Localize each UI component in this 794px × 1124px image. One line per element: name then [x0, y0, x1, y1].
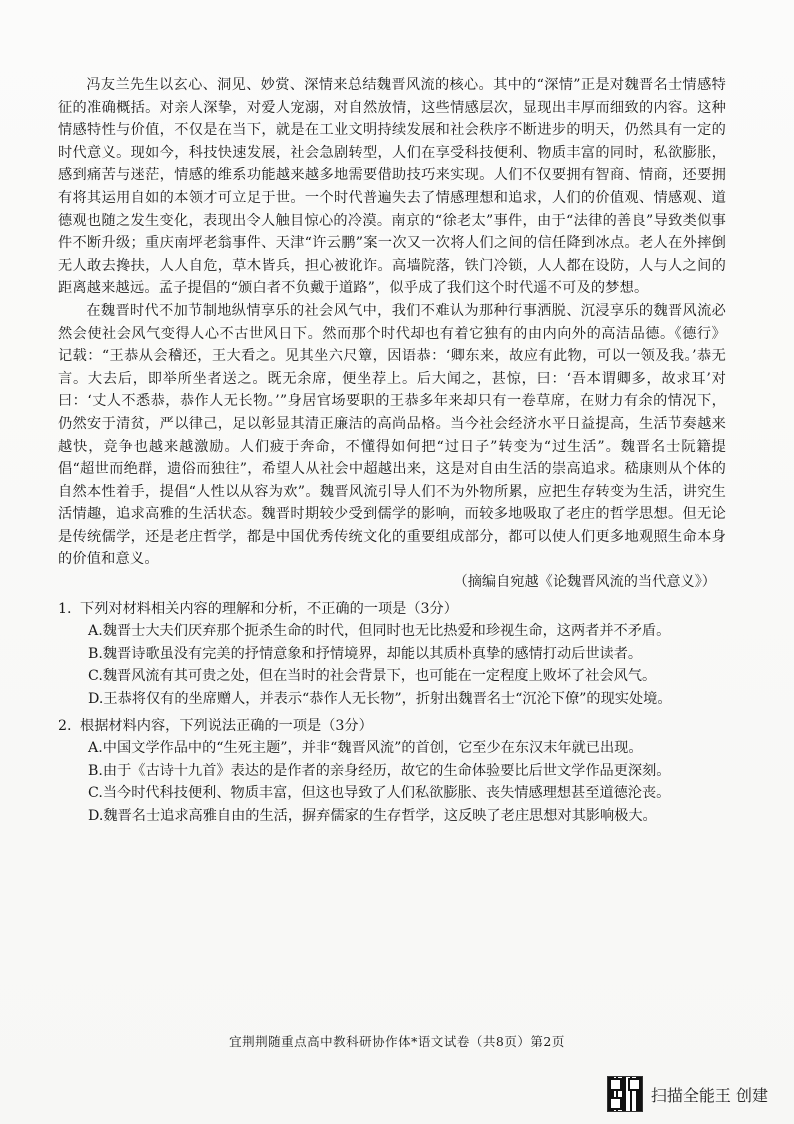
scanner-watermark: [607, 1076, 768, 1112]
question-stem: 下列对材料相关内容的理解和分析，不正确的一项是（3分）: [80, 600, 458, 617]
option-a: A.魏晋士大夫们厌弃那个扼杀生命的时代，但同时也无比热爱和珍视生命，这两者并不矛盾。: [88, 623, 671, 640]
question-2: [58, 715, 726, 828]
passage-paragraph-1: 冯友兰先生以玄心、洞见、妙赏、深情来总结魏晋风流的核心。其中的“深情”正是对魏晋名士情感特征的准确概括。对亲人深挚，对爱人宠溺，对自然放情，这些情感层次，显现出丰厚而细致的内容。这种情感特性与价值，不仅是在当下，就是在工业文明持续发展和社会秩序不断进步的明天，仍然具有一定的时代意义。现如今，科技快速发展，社会急剧转型，人们在享受科技便利、物质丰富的同时，私欲膨胀，感到痛苦与迷茫，情感的维系功能越来越多地需要借助技巧来实现。人们不仅要拥有智商、情商，还要拥有将其运用自如的本领才可立足于世。一个时代普遍失去了情感理想和追求，人们的价值观、情感观、道德观也随之发生变化，表现出令人触目惊心的冷漠。南京的“徐老太”事件，由于“法律的善良”导致类似事件不断升级；重庆南坪老翁事件、天津“许云鹏”案一次又一次将人们之间的信任降到冰点。老人在外摔倒无人敢去搀扶，人人自危，草木皆兵，担心被讹诈。高墙院落，铁门冷锁，人人都在设防，人与人之间的距离越来越远。孟子提倡的“颁白者不负戴于道路”，似乎成了我们这个时代遥不可及的梦想。: [58, 77, 726, 297]
watermark-text: 扫描全能王 创建: [650, 1085, 768, 1105]
page-content: [58, 74, 726, 828]
passage-source: （摘编自宛越《论魏晋风流的当代意义》）: [453, 574, 716, 591]
qr-code-icon: [607, 1076, 643, 1112]
question-number: 1.: [58, 600, 72, 617]
option-a: A.中国文学作品中的“生死主题”，并非“魏晋风流”的首创，它至少在东汉末年就已出现。: [88, 740, 643, 757]
option-d: D.王恭将仅有的坐席赠人，并表示“恭作人无长物”，折射出魏晋名士“沉沦下僚”的现实处境。: [88, 691, 672, 708]
question-1: [58, 598, 726, 711]
passage-paragraph-2: 在魏晋时代不加节制地纵情享乐的社会风气中，我们不难认为那种行事洒脱、沉浸享乐的魏晋风流必然会使社会风气变得人心不古世风日下。然而那个时代却也有着它独有的由内向外的高洁品德。《德行》记载：“王恭从会稽还，王大看之。见其坐六尺簟，因语恭：‘卿东来，故应有此物，可以一领及我。’恭无言。大去后，即举所坐者送之。既无余席，便坐荐上。后大闻之，甚惊，曰：‘吾本谓卿多，故求耳’对曰：‘丈人不悉恭，恭作人无长物。’”身居官场要职的王恭多年来却只有一卷草席，在财力有余的情况下，仍然安于清贫，严以律己，足以彰显其清正廉洁的高尚品格。当今社会经济水平日益提高，生活节奏越来越快，竞争也越来越激励。人们疲于奔命，不懂得如何把“过日子”转变为“过生活”。魏晋名士阮籍提倡“超世而绝群，遗俗而独往”，希望人从社会中超越出来，这是对自由生活的崇高追求。嵇康则从个体的自然本性着手，提倡“人性以从容为欢”。魏晋风流引导人们不为外物所累，应把生存转变为生活，讲究生活情趣，追求高雅的生活状态。魏晋时期较少受到儒学的影响，而较多地吸取了老庄的哲学思想。但无论是传统儒学，还是老庄哲学，都是中国优秀传统文化的重要组成部分，都可以使人们更多地观照生命本身的价值和意义。: [58, 302, 726, 568]
page-footer: 宜荆荆随重点高中教科研协作体*语文试卷（共8页）第2页: [229, 1034, 565, 1049]
option-c: C.当今时代科技便利、物质丰富，但这也导致了人们私欲膨胀、丧失情感理想甚至道德沦丧。: [88, 785, 671, 802]
option-b: B.魏晋诗歌虽没有完美的抒情意象和抒情境界，却能以其质朴真挚的感情打动后世读者。: [88, 645, 643, 662]
option-c: C.魏晋风流有其可贵之处，但在当时的社会背景下，也可能在一定程度上败坏了社会风气。: [88, 668, 657, 685]
option-b: B.由于《古诗十九首》表达的是作者的亲身经历，故它的生命体验要比后世文学作品更深刻。: [88, 762, 671, 779]
question-stem: 根据材料内容，下列说法正确的一项是（3分）: [80, 717, 373, 734]
question-number: 2.: [58, 717, 72, 734]
option-d: D.魏晋名士追求高雅自由的生活，摒弃儒家的生存哲学，这反映了老庄思想对其影响极大。: [88, 808, 657, 824]
